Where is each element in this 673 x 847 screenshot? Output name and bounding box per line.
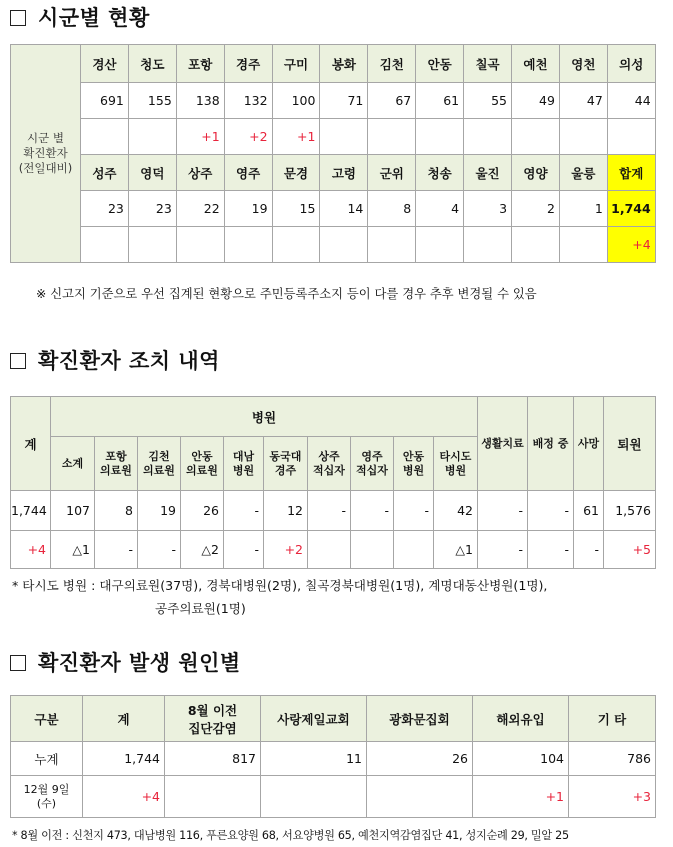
table-cell: - <box>394 491 434 531</box>
table-cell: 1,744 <box>83 742 165 776</box>
table-cell: 26 <box>181 491 224 531</box>
region-row-label <box>11 45 81 263</box>
city-count: 2 <box>512 191 560 227</box>
table-cell: 1,744 <box>11 491 51 531</box>
table-cell: - <box>478 491 528 531</box>
city-change <box>464 227 512 263</box>
treatment-table <box>10 396 656 569</box>
hospital-subheader <box>351 437 394 491</box>
subheader-line: 영주 <box>361 449 383 463</box>
table-cell <box>367 776 473 818</box>
table-cell: +4 <box>83 776 165 818</box>
rally-header: 광화문집회 <box>367 696 473 742</box>
table-cell <box>394 531 434 569</box>
city-count: 55 <box>464 83 512 119</box>
subheader-line: 병원 <box>232 463 255 477</box>
city-change <box>128 227 176 263</box>
section3-note: * 8월 이전 : 신천지 473, 대남병원 116, 푸른요양원 68, 서요양병원 65, 예천지역감염집단 41, 성지순례 29, 밀알 25 <box>12 829 569 842</box>
city-change: +1 <box>176 119 224 155</box>
row-label <box>11 776 83 818</box>
table-cell: 26 <box>367 742 473 776</box>
table-cell: 8 <box>95 491 138 531</box>
city-change <box>224 227 272 263</box>
deaths-header: 사망 <box>574 397 604 491</box>
city-header: 봉화 <box>320 45 368 83</box>
city-change <box>272 227 320 263</box>
city-header: 경주 <box>224 45 272 83</box>
city-count: 19 <box>224 191 272 227</box>
city-header: 영천 <box>559 45 607 83</box>
city-count: 23 <box>81 191 129 227</box>
table-cell <box>165 776 261 818</box>
city-count: 44 <box>607 83 655 119</box>
table-cell: 11 <box>261 742 367 776</box>
hospital-subheader <box>224 437 264 491</box>
city-count: 67 <box>368 83 416 119</box>
row-label-line: 시군 별 <box>27 131 64 145</box>
table-cell: - <box>224 491 264 531</box>
cause-table <box>10 695 656 818</box>
total-header: 계 <box>83 696 165 742</box>
city-change <box>464 119 512 155</box>
city-count: 100 <box>272 83 320 119</box>
city-change <box>320 227 368 263</box>
region-table <box>10 44 656 263</box>
table-cell: 107 <box>51 491 95 531</box>
city-count: 8 <box>368 191 416 227</box>
city-header: 예천 <box>512 45 560 83</box>
city-change <box>81 227 129 263</box>
city-header: 울릉 <box>559 155 607 191</box>
city-change: +1 <box>272 119 320 155</box>
checkbox-square-icon <box>10 655 26 671</box>
hospital-subheader <box>181 437 224 491</box>
city-change <box>128 119 176 155</box>
city-header: 문경 <box>272 155 320 191</box>
table-cell: 19 <box>138 491 181 531</box>
city-header: 울진 <box>464 155 512 191</box>
subheader-line: 경주 <box>274 463 297 477</box>
city-count: 138 <box>176 83 224 119</box>
subheader-line: 병원 <box>444 463 467 477</box>
city-header: 포항 <box>176 45 224 83</box>
city-header: 영주 <box>224 155 272 191</box>
table-cell: 12 <box>264 491 308 531</box>
city-change <box>416 227 464 263</box>
discharged-header: 퇴원 <box>604 397 656 491</box>
city-change <box>176 227 224 263</box>
table-cell: +5 <box>604 531 656 569</box>
city-count: 49 <box>512 83 560 119</box>
residential-treatment-header: 생활치료 <box>478 397 528 491</box>
checkbox-square-icon <box>10 10 26 26</box>
section3-title: 확진환자 발생 원인별 <box>10 647 241 677</box>
city-header: 군위 <box>368 155 416 191</box>
city-change <box>81 119 129 155</box>
hospital-subheader <box>394 437 434 491</box>
subheader-line: 상주 <box>318 449 340 463</box>
city-count: 22 <box>176 191 224 227</box>
city-header: 청송 <box>416 155 464 191</box>
table-cell <box>261 776 367 818</box>
checkbox-square-icon <box>10 353 26 369</box>
city-header: 경산 <box>81 45 129 83</box>
city-change <box>320 119 368 155</box>
hospital-subheader <box>51 437 95 491</box>
category-header: 구분 <box>11 696 83 742</box>
table-cell: 817 <box>165 742 261 776</box>
table-cell: +4 <box>11 531 51 569</box>
section2-title: 확진환자 조치 내역 <box>10 345 220 375</box>
section2-note-line2: 공주의료원(1명) <box>155 601 246 616</box>
city-change <box>416 119 464 155</box>
table-cell: - <box>138 531 181 569</box>
header-line: 8월 이전 <box>187 702 238 718</box>
city-count: 14 <box>320 191 368 227</box>
city-header: 구미 <box>272 45 320 83</box>
table-cell: 61 <box>574 491 604 531</box>
city-count: 23 <box>128 191 176 227</box>
hospital-subheader <box>434 437 478 491</box>
subheader-line: 의료원 <box>100 463 132 477</box>
city-header: 의성 <box>607 45 655 83</box>
hospital-subheader <box>95 437 138 491</box>
total-header: 합계 <box>607 155 655 191</box>
city-header: 성주 <box>81 155 129 191</box>
section2-note-line1: * 타시도 병원 : 대구의료원(37명), 경북대병원(2명), 칠곡경북대병원(1명), 계명대동산병원(1명), <box>12 578 548 593</box>
city-count: 4 <box>416 191 464 227</box>
subheader-line: 포항 <box>105 449 127 463</box>
hospital-subheader <box>264 437 308 491</box>
table-cell: - <box>351 491 394 531</box>
subheader-line: 안동 <box>191 449 213 463</box>
overseas-header: 해외유입 <box>473 696 569 742</box>
city-change <box>559 227 607 263</box>
subheader-line: 타시도 <box>439 449 472 463</box>
subheader-line: 의료원 <box>143 463 175 477</box>
church-header: 사랑제일교회 <box>261 696 367 742</box>
row-label-line: (수) <box>36 796 57 810</box>
subheader-line: 의료원 <box>186 463 218 477</box>
city-count: 691 <box>81 83 129 119</box>
city-count: 61 <box>416 83 464 119</box>
table-cell: 1,576 <box>604 491 656 531</box>
other-header: 기 타 <box>569 696 656 742</box>
section1-title: 시군별 현황 <box>10 2 150 32</box>
city-header: 칠곡 <box>464 45 512 83</box>
city-change <box>368 227 416 263</box>
city-count: 15 <box>272 191 320 227</box>
table-cell: +3 <box>569 776 656 818</box>
hospital-subheader <box>308 437 351 491</box>
table-cell: △1 <box>434 531 478 569</box>
header-line: 집단감염 <box>188 720 237 736</box>
city-change <box>559 119 607 155</box>
table-cell: 42 <box>434 491 478 531</box>
subheader-line: 대남 <box>232 449 255 463</box>
subheader-line: 안동 <box>402 449 425 463</box>
table-cell: +1 <box>473 776 569 818</box>
subheader-line: 김천 <box>148 449 170 463</box>
table-cell: - <box>528 491 574 531</box>
city-header: 안동 <box>416 45 464 83</box>
subheader-line: 동국대 <box>269 449 302 463</box>
assigning-header: 배정 중 <box>528 397 574 491</box>
city-count: 47 <box>559 83 607 119</box>
row-label: 누계 <box>11 742 83 776</box>
table-cell: +2 <box>264 531 308 569</box>
row-label-line: 확진환자 <box>23 146 68 160</box>
table-cell: 104 <box>473 742 569 776</box>
total-change: +4 <box>607 227 655 263</box>
table-cell: 786 <box>569 742 656 776</box>
table-cell <box>308 531 351 569</box>
hospital-group-header: 병원 <box>51 397 478 437</box>
city-header: 김천 <box>368 45 416 83</box>
city-count: 3 <box>464 191 512 227</box>
table-cell: - <box>528 531 574 569</box>
hospital-subheader <box>138 437 181 491</box>
subheader-line: 소계 <box>61 456 84 470</box>
city-header: 고령 <box>320 155 368 191</box>
city-count: 155 <box>128 83 176 119</box>
city-header: 영덕 <box>128 155 176 191</box>
city-count: 71 <box>320 83 368 119</box>
table-cell: - <box>95 531 138 569</box>
city-change <box>607 119 655 155</box>
city-count: 132 <box>224 83 272 119</box>
table-cell: △1 <box>51 531 95 569</box>
table-cell <box>351 531 394 569</box>
table-cell: - <box>574 531 604 569</box>
table-cell: △2 <box>181 531 224 569</box>
row-label-line: (전일대비) <box>18 161 73 175</box>
total-column-header: 계 <box>11 397 51 491</box>
city-count: 1 <box>559 191 607 227</box>
table-cell: - <box>224 531 264 569</box>
pre-august-header <box>165 696 261 742</box>
subheader-line: 병원 <box>402 463 425 477</box>
city-header: 상주 <box>176 155 224 191</box>
city-change <box>512 227 560 263</box>
subheader-line: 적십자 <box>313 463 345 477</box>
city-change <box>368 119 416 155</box>
section1-note: ※ 신고지 기준으로 우선 집계된 현황으로 주민등록주소지 등이 다를 경우 추후 변경될 수 있음 <box>36 287 537 301</box>
city-change: +2 <box>224 119 272 155</box>
table-cell: - <box>308 491 351 531</box>
row-label-line: 12월 9일 <box>23 782 70 796</box>
subheader-line: 적십자 <box>356 463 388 477</box>
city-change <box>512 119 560 155</box>
table-cell: - <box>478 531 528 569</box>
city-header: 청도 <box>128 45 176 83</box>
total-count: 1,744 <box>607 191 655 227</box>
city-header: 영양 <box>512 155 560 191</box>
